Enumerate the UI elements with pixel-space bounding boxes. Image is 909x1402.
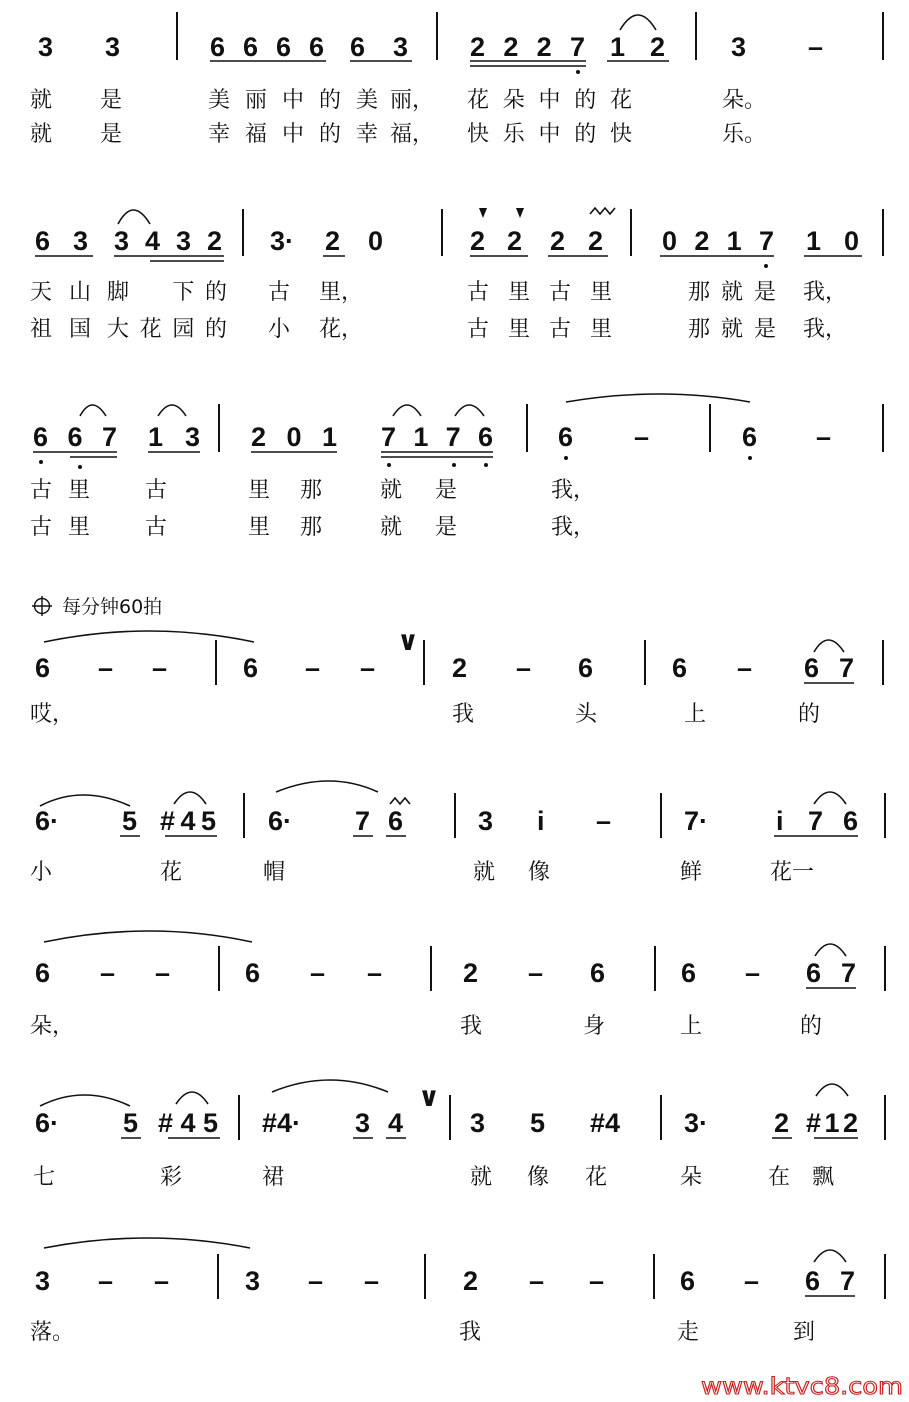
lyric: 天 <box>30 280 53 305</box>
note: 3 <box>73 226 89 256</box>
lyric: 就 <box>30 122 53 147</box>
accent-mark <box>516 208 524 218</box>
slur <box>816 1084 848 1096</box>
note: 3· <box>684 1108 709 1138</box>
octave-dot <box>78 465 82 469</box>
mordent-mark <box>390 798 410 804</box>
lyric: 飘 <box>812 1165 835 1190</box>
lyric: 快乐中的快 <box>467 122 632 147</box>
dash: – <box>745 958 761 988</box>
lyric: 鲜 <box>680 860 703 885</box>
dash: – <box>589 1266 605 1296</box>
dash: – <box>528 958 544 988</box>
note: 3 <box>245 1266 261 1296</box>
slur <box>814 640 844 652</box>
note: 5 <box>122 806 138 836</box>
slur <box>620 15 656 30</box>
slur <box>814 792 846 804</box>
lyric: 花 <box>585 1165 608 1190</box>
dash: – <box>529 1266 545 1296</box>
note: 1 <box>806 226 822 256</box>
lyric: 古 <box>145 478 168 503</box>
dash: – <box>367 958 383 988</box>
note: 6 <box>558 422 574 452</box>
lyric: 像 <box>527 1165 550 1190</box>
lyric: 古里古里 <box>467 317 612 342</box>
note: 3 <box>38 32 54 62</box>
lyric: 的 <box>800 1014 823 1039</box>
lyric: 那 <box>300 478 323 503</box>
system-8 <box>30 1238 885 1345</box>
note: 6 <box>350 32 366 62</box>
lyric: 是 <box>435 515 458 540</box>
note-group: #12 <box>806 1108 858 1138</box>
note-group: 3432 <box>114 226 222 256</box>
dash: – <box>305 653 321 683</box>
lyric: 就 <box>30 88 53 113</box>
note-group: 76 <box>808 806 858 836</box>
lyric: 大花园的 <box>107 317 227 342</box>
tempo-text: 每分钟60拍 <box>62 596 163 618</box>
lyric: 小 <box>268 317 291 342</box>
lyric: 花一 <box>770 860 815 885</box>
octave-dot <box>452 463 456 467</box>
note: #4· <box>262 1108 302 1138</box>
note-group: #45 <box>158 1108 218 1138</box>
dash: – <box>98 653 114 683</box>
note: i <box>537 806 545 836</box>
lyric: 那就是 <box>688 317 776 342</box>
note: 1 <box>610 32 626 62</box>
dash: – <box>152 653 168 683</box>
lyric: 上 <box>680 1014 703 1039</box>
note: 6 <box>388 806 404 836</box>
note: 3 <box>355 1108 371 1138</box>
dash: – <box>516 653 532 683</box>
note: 6 <box>35 958 51 988</box>
note: 6 <box>742 422 758 452</box>
octave-dot <box>564 456 568 460</box>
lyric: 的 <box>798 702 821 727</box>
lyric: 山 <box>69 280 92 305</box>
slur <box>272 1080 388 1092</box>
dash: – <box>310 958 326 988</box>
lyric: 是 <box>435 478 458 503</box>
lyric: 里， <box>319 280 364 305</box>
lyric: 哎， <box>30 702 75 727</box>
note: 3 <box>478 806 494 836</box>
lyric: 像 <box>528 860 551 885</box>
octave-dot <box>764 264 768 268</box>
dash: – <box>634 422 650 452</box>
note: 6 <box>578 653 594 683</box>
lyric: 七 <box>33 1165 56 1190</box>
tie <box>44 631 254 642</box>
note: 5 <box>123 1108 139 1138</box>
note: 2 <box>325 226 341 256</box>
lyric: 小 <box>30 860 53 885</box>
note: 6 <box>590 958 606 988</box>
note: 2 <box>470 226 486 256</box>
note-group: #45 <box>160 806 216 836</box>
accent-mark <box>479 208 487 218</box>
note: 2 <box>774 1108 790 1138</box>
note: 0 <box>844 226 860 256</box>
dash: – <box>737 653 753 683</box>
system-5 <box>30 781 885 885</box>
lyric: 古里 <box>30 478 90 503</box>
lyric: 那就是 <box>688 280 776 305</box>
lyric: 是 <box>100 122 123 147</box>
lyric: 脚 下的 <box>107 280 227 305</box>
note: 3· <box>270 226 295 256</box>
note: 3 <box>393 32 409 62</box>
lyric: 走 <box>677 1320 700 1345</box>
note-group: 2227 <box>470 32 585 62</box>
note: 2 <box>463 1266 479 1296</box>
lyric: 里 <box>248 515 271 540</box>
note: #4 <box>590 1108 621 1138</box>
lyric: 我， <box>551 478 596 503</box>
lyric: 里 <box>248 478 271 503</box>
dash: – <box>100 958 116 988</box>
lyric: 朵。 <box>722 88 767 113</box>
lyric: 花， <box>319 317 364 342</box>
lyric: 福， <box>390 122 435 147</box>
lyric: 裙 <box>262 1165 285 1190</box>
dash: – <box>816 422 832 452</box>
note: 6 <box>681 958 697 988</box>
breath-mark: ∨ <box>418 1082 440 1112</box>
slur <box>393 405 421 416</box>
note: 6 <box>680 1266 696 1296</box>
dash: – <box>155 958 171 988</box>
tie <box>44 931 252 942</box>
dash: – <box>808 32 824 62</box>
slur <box>176 1092 208 1104</box>
lyric: 落。 <box>30 1320 75 1345</box>
system-3 <box>30 394 883 540</box>
slur <box>814 1250 846 1262</box>
lyric: 美丽中的美 <box>208 88 378 113</box>
note-group: 67 <box>806 958 856 988</box>
system-2 <box>30 208 883 342</box>
system-4 <box>30 626 883 727</box>
lyric: 幸福中的幸 <box>208 122 378 147</box>
lyric: 花朵中的花 <box>467 88 632 113</box>
lyric: 国 <box>69 317 92 342</box>
slur <box>40 795 130 806</box>
note-group: 7176 <box>381 422 493 452</box>
system-1 <box>30 12 883 147</box>
note: 3 <box>35 1266 51 1296</box>
lyric: 上 <box>684 702 707 727</box>
slur <box>118 210 150 224</box>
lyric: 古 <box>145 515 168 540</box>
note: 7 <box>355 806 371 836</box>
lyric: 那 <box>300 515 323 540</box>
note-group: 667 <box>33 422 117 452</box>
note: 6 <box>35 226 51 256</box>
slur <box>80 405 106 416</box>
slur <box>455 405 484 416</box>
octave-dot <box>387 463 391 467</box>
note-group: 0217 <box>662 226 774 256</box>
note: 2 <box>650 32 666 62</box>
dash: – <box>360 653 376 683</box>
slur <box>174 792 206 804</box>
lyric: 是 <box>100 88 123 113</box>
lyric: 彩 <box>160 1165 183 1190</box>
lyric: 我， <box>803 280 848 305</box>
lyric: 古 <box>268 280 291 305</box>
dash: – <box>98 1266 114 1296</box>
breath-mark: ∨ <box>397 626 419 656</box>
lyric: 古里古里 <box>467 280 612 305</box>
octave-dot <box>576 70 580 74</box>
note: 6· <box>35 1108 60 1138</box>
lyric: 我， <box>803 317 848 342</box>
lyric: 就 <box>380 478 403 503</box>
note: 6· <box>268 806 293 836</box>
note-group: 67 <box>805 1266 855 1296</box>
note: 2 <box>452 653 468 683</box>
note-group: 13 <box>148 422 200 452</box>
note: 7· <box>684 806 709 836</box>
note: 3 <box>731 32 747 62</box>
dash: – <box>154 1266 170 1296</box>
note: 6· <box>35 806 60 836</box>
note: 6 <box>672 653 688 683</box>
lyric: 就 <box>380 515 403 540</box>
tie <box>566 394 750 402</box>
lyric: 帽 <box>263 860 286 885</box>
lyric: 头 <box>575 702 598 727</box>
note: 6 <box>35 653 51 683</box>
mordent-mark <box>590 208 615 214</box>
watermark: www.ktvc8.com <box>701 1374 903 1400</box>
lyric: 身 <box>583 1014 606 1039</box>
slur <box>40 1095 130 1106</box>
note: 3 <box>470 1108 486 1138</box>
lyric: 到 <box>793 1320 816 1345</box>
lyric: 朵 <box>680 1165 703 1190</box>
note: 6 <box>245 958 261 988</box>
lyric: 在 <box>768 1165 791 1190</box>
slur <box>158 405 186 416</box>
lyric: 朵， <box>30 1014 75 1039</box>
lyric: 祖 <box>30 317 53 342</box>
tempo-marking <box>32 596 162 618</box>
octave-dot <box>39 460 43 464</box>
lyric: 就 <box>473 860 496 885</box>
note: 5 <box>530 1108 546 1138</box>
note: 2 <box>550 226 566 256</box>
note: 4 <box>388 1108 404 1138</box>
slur <box>276 781 378 792</box>
lyric: 我 <box>459 1320 482 1345</box>
lyric: 我 <box>452 702 475 727</box>
dash: – <box>308 1266 324 1296</box>
note: 0 <box>368 226 384 256</box>
tie <box>44 1238 250 1248</box>
note: 6 <box>243 653 259 683</box>
system-7 <box>33 1080 885 1190</box>
note: i <box>776 806 784 836</box>
lyric: 我 <box>460 1014 483 1039</box>
dash: – <box>744 1266 760 1296</box>
slur <box>815 944 846 956</box>
lyric: 古里 <box>30 515 90 540</box>
system-6 <box>30 931 885 1039</box>
note: 3 <box>105 32 121 62</box>
lyric: 我， <box>551 515 596 540</box>
lyric: 花 <box>160 860 183 885</box>
octave-dot <box>748 456 752 460</box>
note-group: 6666 <box>210 32 324 62</box>
note: 2 <box>588 226 604 256</box>
lyric: 丽， <box>390 88 435 113</box>
lyric: 就 <box>470 1165 493 1190</box>
dash: – <box>364 1266 380 1296</box>
octave-dot <box>484 463 488 467</box>
note: 2 <box>507 226 523 256</box>
lyric: 乐。 <box>722 122 767 147</box>
note-group: 201 <box>251 422 337 452</box>
note: 2 <box>463 958 479 988</box>
dash: – <box>596 806 612 836</box>
note-group: 67 <box>804 653 854 683</box>
